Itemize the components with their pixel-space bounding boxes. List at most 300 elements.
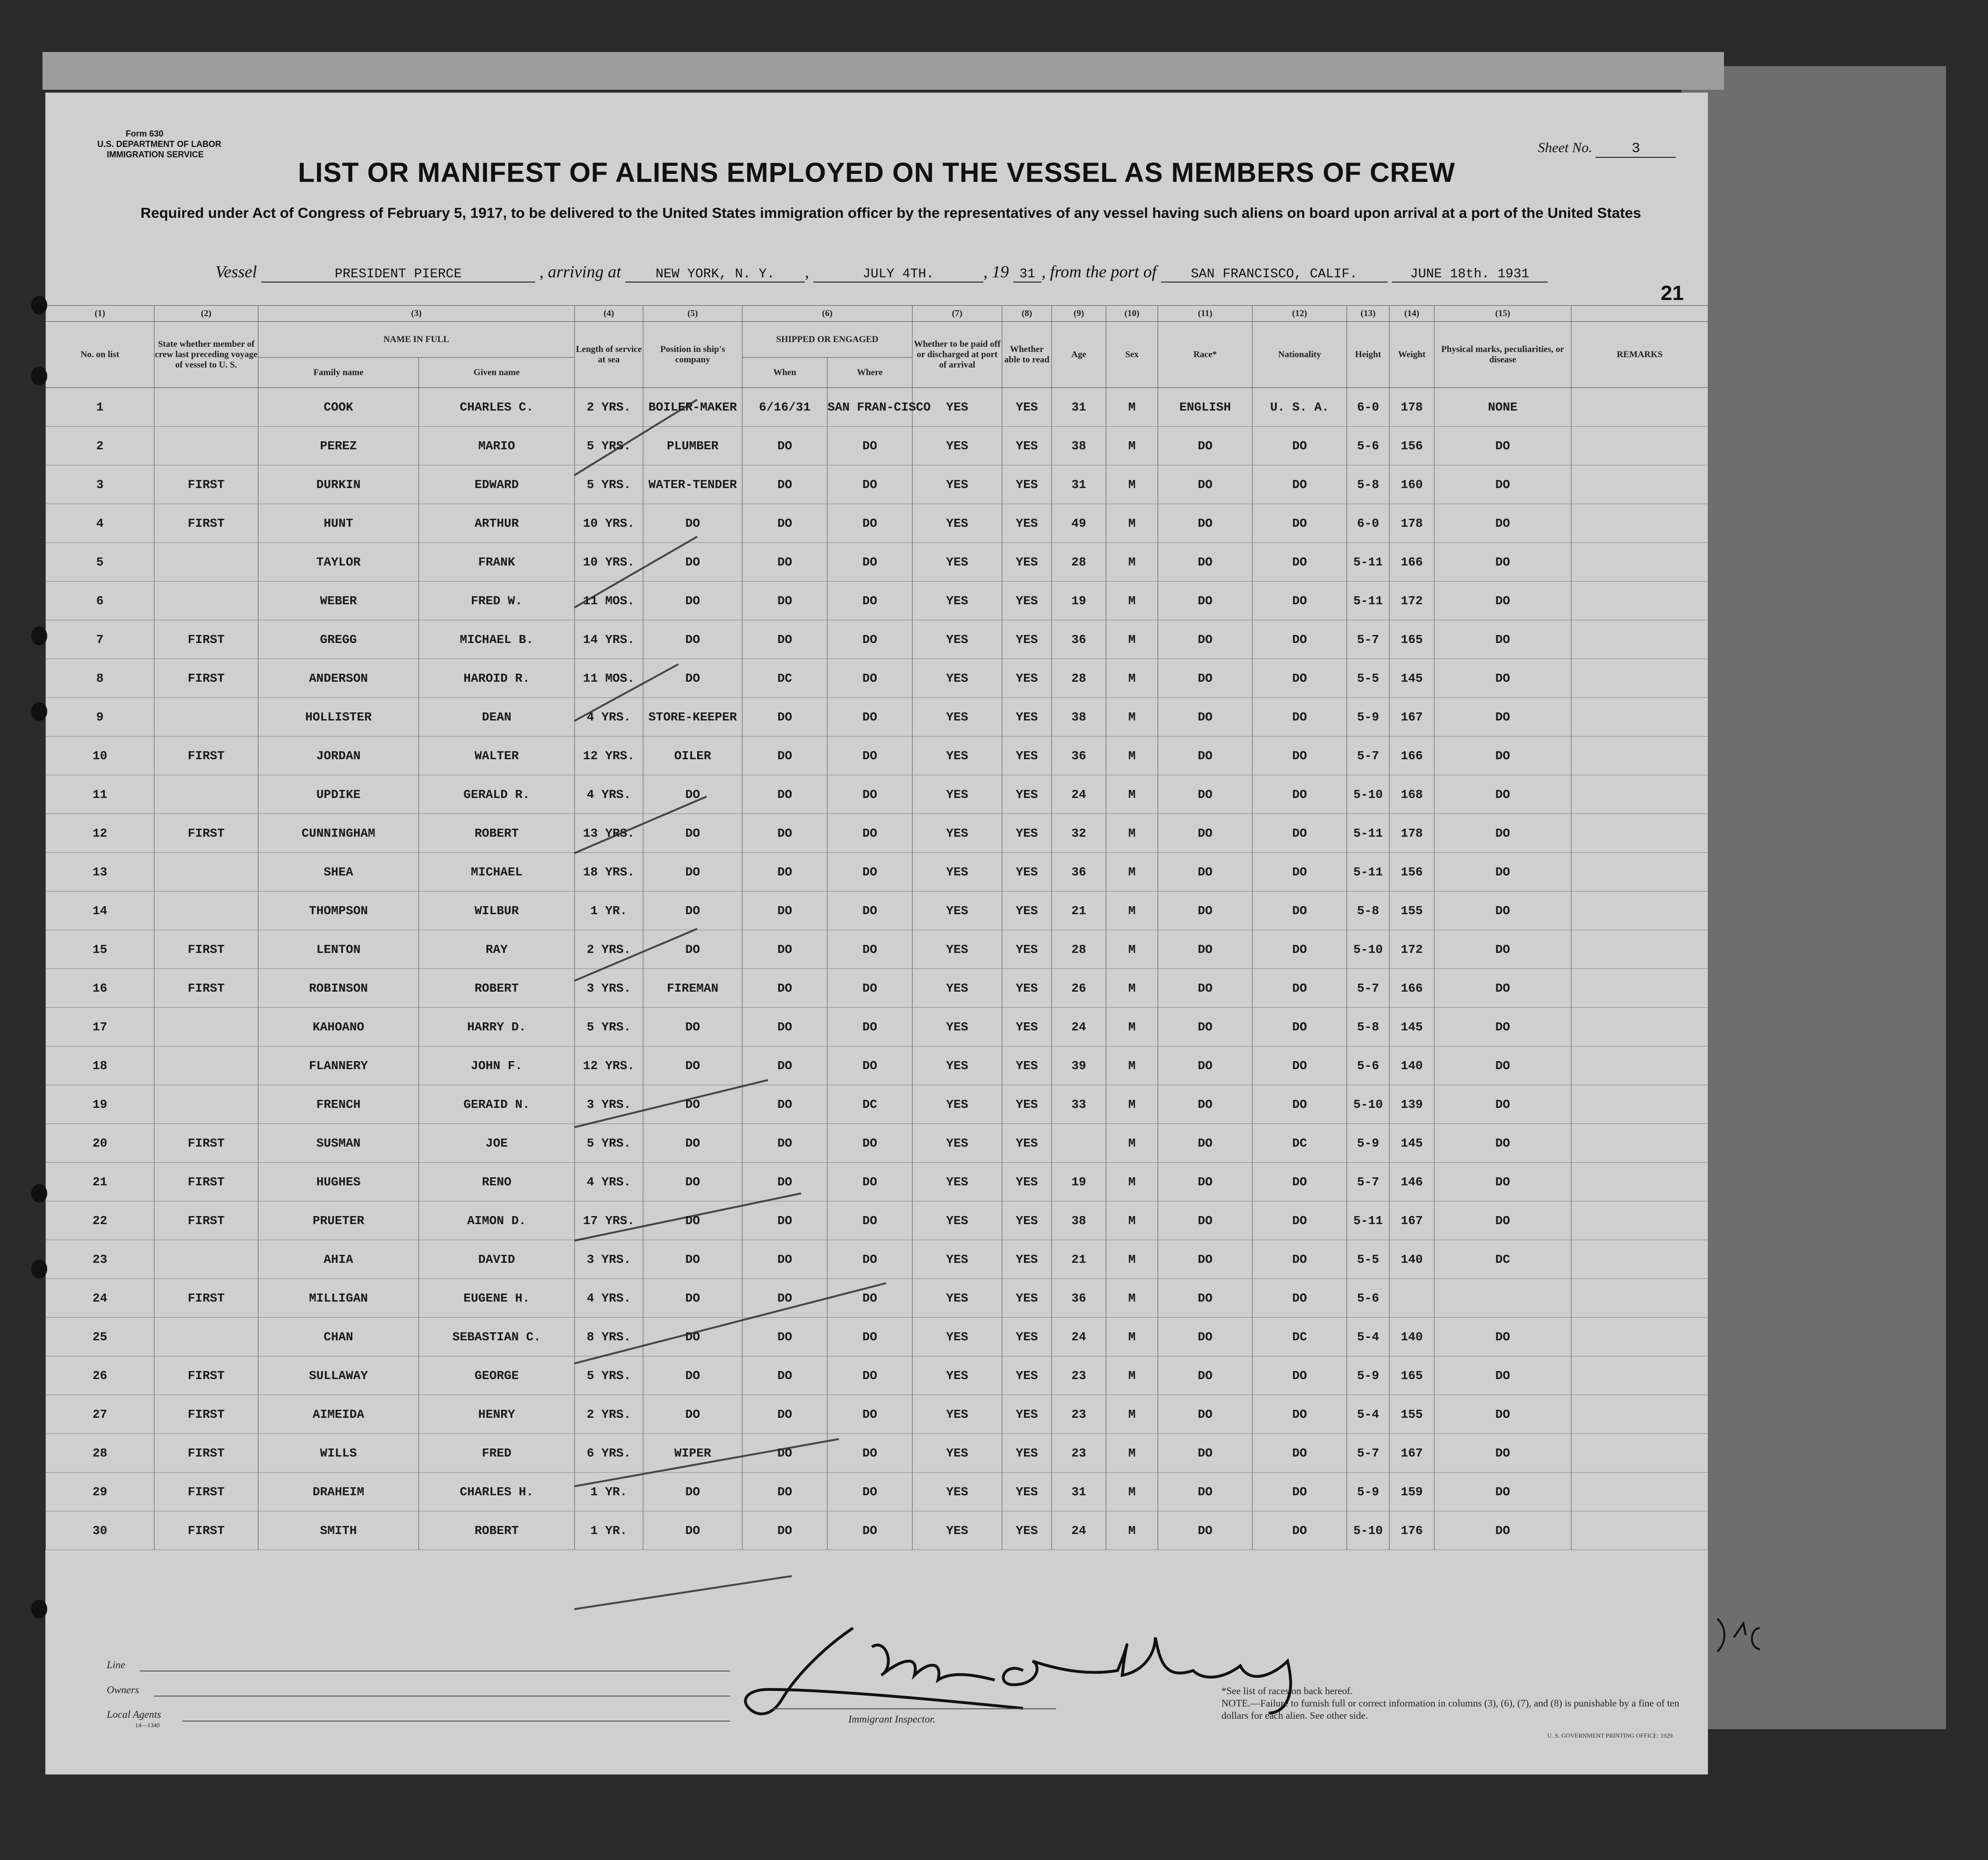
row-length: 5 YRS.: [575, 1008, 643, 1046]
row-age: 24: [1052, 1318, 1106, 1356]
row-marks: DO: [1434, 930, 1571, 969]
row-weight: 166: [1390, 543, 1434, 582]
row-sex: M: [1106, 1124, 1158, 1163]
row-able-to-read: YES: [1002, 814, 1052, 853]
table-row: [46, 1163, 1708, 1201]
row-nationality: DO: [1253, 1395, 1347, 1434]
row-paid-off: YES: [913, 1318, 1002, 1356]
row-given-name: ROBERT: [419, 1511, 575, 1550]
row-paid-off: YES: [913, 969, 1002, 1008]
row-paid-off: YES: [913, 853, 1002, 891]
row-race: DO: [1158, 1395, 1253, 1434]
row-when: DO: [742, 1279, 828, 1318]
row-race: DO: [1158, 1318, 1253, 1356]
table-row: [46, 814, 1708, 853]
row-marks: DO: [1434, 891, 1571, 930]
row-able-to-read: YES: [1002, 388, 1052, 427]
row-state: FIRST: [154, 737, 258, 775]
vessel-label: Vessel: [215, 262, 257, 281]
row-nationality: DO: [1253, 853, 1347, 891]
row-length: 1 YR.: [575, 891, 643, 930]
row-age: 38: [1052, 1201, 1106, 1240]
row-remarks: [1571, 1473, 1708, 1511]
row-paid-off: YES: [913, 775, 1002, 814]
row-height: 5-8: [1347, 465, 1390, 504]
row-position: DO: [643, 1163, 742, 1201]
row-able-to-read: YES: [1002, 1085, 1052, 1124]
row-height: 5-6: [1347, 1046, 1390, 1085]
row-height: 5-10: [1347, 1085, 1390, 1124]
row-number: 5: [46, 543, 154, 582]
row-weight: 145: [1390, 1008, 1434, 1046]
row-where: DO: [828, 1434, 913, 1473]
header-able-to-read: Whether able to read: [1002, 322, 1052, 388]
row-remarks: [1571, 465, 1708, 504]
row-weight: 167: [1390, 1201, 1434, 1240]
row-length: 13 YRS.: [575, 814, 643, 853]
row-state: FIRST: [154, 1279, 258, 1318]
row-height: 5-10: [1347, 930, 1390, 969]
row-length: 12 YRS.: [575, 737, 643, 775]
row-where: DO: [828, 1240, 913, 1279]
row-remarks: [1571, 737, 1708, 775]
row-age: 38: [1052, 698, 1106, 737]
footer-agents-code: 14—1340: [135, 1722, 160, 1729]
row-state: [154, 1318, 258, 1356]
row-length: 12 YRS.: [575, 1046, 643, 1085]
row-weight: 159: [1390, 1473, 1434, 1511]
row-given-name: SEBASTIAN C.: [419, 1318, 575, 1356]
row-marks: DO: [1434, 582, 1571, 620]
row-when: DO: [742, 814, 828, 853]
row-age: 31: [1052, 388, 1106, 427]
row-where: DO: [828, 543, 913, 582]
form-number: Form 630: [126, 129, 164, 138]
row-family-name: DURKIN: [258, 465, 419, 504]
row-able-to-read: YES: [1002, 543, 1052, 582]
row-number: 4: [46, 504, 154, 543]
row-remarks: [1571, 1046, 1708, 1085]
row-number: 19: [46, 1085, 154, 1124]
table-row: [46, 1395, 1708, 1434]
row-nationality: DO: [1253, 582, 1347, 620]
row-age: 39: [1052, 1046, 1106, 1085]
row-sex: M: [1106, 1511, 1158, 1550]
footer-line-label: Line: [107, 1659, 126, 1671]
col-num-remarks: [1571, 306, 1708, 322]
row-paid-off: YES: [913, 1240, 1002, 1279]
row-state: FIRST: [154, 1434, 258, 1473]
row-race: DO: [1158, 1240, 1253, 1279]
col-num-2: (2): [154, 306, 258, 322]
header-age: Age: [1052, 322, 1106, 388]
row-sex: M: [1106, 465, 1158, 504]
row-remarks: [1571, 1434, 1708, 1473]
arrival-date: JULY 4TH.: [813, 267, 983, 283]
row-when: DO: [742, 1240, 828, 1279]
row-able-to-read: YES: [1002, 1279, 1052, 1318]
row-number: 28: [46, 1434, 154, 1473]
row-able-to-read: YES: [1002, 1008, 1052, 1046]
row-race: DO: [1158, 737, 1253, 775]
row-paid-off: YES: [913, 1201, 1002, 1240]
row-nationality: DO: [1253, 1201, 1347, 1240]
row-marks: DO: [1434, 1008, 1571, 1046]
row-state: FIRST: [154, 814, 258, 853]
row-state: FIRST: [154, 659, 258, 698]
row-race: DO: [1158, 1008, 1253, 1046]
row-nationality: DO: [1253, 427, 1347, 465]
row-paid-off: YES: [913, 814, 1002, 853]
row-remarks: [1571, 853, 1708, 891]
row-when: DO: [742, 737, 828, 775]
row-family-name: ROBINSON: [258, 969, 419, 1008]
row-paid-off: YES: [913, 1434, 1002, 1473]
row-remarks: [1571, 1163, 1708, 1201]
row-race: DO: [1158, 969, 1253, 1008]
row-given-name: WILBUR: [419, 891, 575, 930]
row-when: DO: [742, 1434, 828, 1473]
row-length: 1 YR.: [575, 1473, 643, 1511]
row-age: 19: [1052, 1163, 1106, 1201]
row-where: DO: [828, 969, 913, 1008]
row-race: ENGLISH: [1158, 388, 1253, 427]
from-label: , from the port of: [1041, 262, 1157, 281]
table-row: [46, 504, 1708, 543]
row-remarks: [1571, 1201, 1708, 1240]
row-state: [154, 1046, 258, 1085]
row-paid-off: YES: [913, 504, 1002, 543]
table-row: [46, 891, 1708, 930]
row-where: DO: [828, 1124, 913, 1163]
table-row: [46, 465, 1708, 504]
row-state: [154, 543, 258, 582]
row-remarks: [1571, 814, 1708, 853]
row-number: 24: [46, 1279, 154, 1318]
row-length: 18 YRS.: [575, 853, 643, 891]
row-sex: M: [1106, 388, 1158, 427]
row-able-to-read: YES: [1002, 582, 1052, 620]
table-row: [46, 543, 1708, 582]
row-height: 5-7: [1347, 620, 1390, 659]
row-marks: DO: [1434, 853, 1571, 891]
row-race: DO: [1158, 1085, 1253, 1124]
row-age: 26: [1052, 969, 1106, 1008]
row-family-name: ANDERSON: [258, 659, 419, 698]
row-age: 24: [1052, 1511, 1106, 1550]
row-race: DO: [1158, 1163, 1253, 1201]
row-given-name: HARRY D.: [419, 1008, 575, 1046]
table-row: [46, 1201, 1708, 1240]
row-remarks: [1571, 1356, 1708, 1395]
header-weight: Weight: [1390, 322, 1434, 388]
row-position: DO: [643, 620, 742, 659]
row-number: 8: [46, 659, 154, 698]
row-weight: 156: [1390, 427, 1434, 465]
row-age: 28: [1052, 930, 1106, 969]
row-age: 28: [1052, 543, 1106, 582]
row-when: DO: [742, 969, 828, 1008]
row-family-name: FLANNERY: [258, 1046, 419, 1085]
col-num-11: (11): [1158, 306, 1253, 322]
row-height: 5-10: [1347, 1511, 1390, 1550]
row-able-to-read: YES: [1002, 930, 1052, 969]
row-able-to-read: YES: [1002, 1434, 1052, 1473]
row-nationality: DO: [1253, 737, 1347, 775]
row-number: 7: [46, 620, 154, 659]
row-state: [154, 427, 258, 465]
row-nationality: DO: [1253, 1434, 1347, 1473]
row-age: 31: [1052, 465, 1106, 504]
row-able-to-read: YES: [1002, 698, 1052, 737]
footer-agents-label: Local Agents: [107, 1708, 162, 1720]
row-state: FIRST: [154, 1124, 258, 1163]
row-family-name: TAYLOR: [258, 543, 419, 582]
row-position: DO: [643, 1279, 742, 1318]
printer-imprint: U. S. GOVERNMENT PRINTING OFFICE: 1929: [1547, 1732, 1673, 1739]
row-length: 4 YRS.: [575, 775, 643, 814]
header-no-on-list: No. on list: [46, 322, 154, 388]
col-num-1: (1): [46, 306, 154, 322]
row-race: DO: [1158, 814, 1253, 853]
row-marks: DO: [1434, 1511, 1571, 1550]
binder-hole: [31, 367, 47, 386]
header-height: Height: [1347, 322, 1390, 388]
binder-hole: [31, 1600, 47, 1619]
row-position: FIREMAN: [643, 969, 742, 1008]
row-position: DO: [643, 1085, 742, 1124]
row-paid-off: YES: [913, 1046, 1002, 1085]
row-weight: 140: [1390, 1046, 1434, 1085]
row-weight: 145: [1390, 1124, 1434, 1163]
row-race: DO: [1158, 891, 1253, 930]
row-position: DO: [643, 1395, 742, 1434]
row-nationality: DO: [1253, 1163, 1347, 1201]
row-number: 25: [46, 1318, 154, 1356]
row-position: DO: [643, 1356, 742, 1395]
row-weight: 176: [1390, 1511, 1434, 1550]
row-weight: 172: [1390, 582, 1434, 620]
row-nationality: DO: [1253, 930, 1347, 969]
row-race: DO: [1158, 1279, 1253, 1318]
row-position: PLUMBER: [643, 427, 742, 465]
row-number: 15: [46, 930, 154, 969]
col-num-4: (4): [575, 306, 643, 322]
row-given-name: FRED W.: [419, 582, 575, 620]
row-remarks: [1571, 1318, 1708, 1356]
row-marks: DO: [1434, 1163, 1571, 1201]
row-family-name: UPDIKE: [258, 775, 419, 814]
row-length: 5 YRS.: [575, 427, 643, 465]
row-height: 5-7: [1347, 737, 1390, 775]
row-sex: M: [1106, 1395, 1158, 1434]
row-where: DO: [828, 775, 913, 814]
table-row: [46, 969, 1708, 1008]
arrival-port: NEW YORK, N. Y.: [625, 267, 805, 283]
row-marks: DO: [1434, 465, 1571, 504]
col-num-5: (5): [643, 306, 742, 322]
stamp-number: 21: [1661, 282, 1684, 305]
row-where: DO: [828, 582, 913, 620]
row-sex: M: [1106, 891, 1158, 930]
row-number: 2: [46, 427, 154, 465]
row-sex: M: [1106, 427, 1158, 465]
row-family-name: COOK: [258, 388, 419, 427]
row-length: 4 YRS.: [575, 1279, 643, 1318]
row-state: FIRST: [154, 969, 258, 1008]
row-marks: DO: [1434, 543, 1571, 582]
row-number: 23: [46, 1240, 154, 1279]
row-position: WATER-TENDER: [643, 465, 742, 504]
header-given-name: Given name: [419, 358, 575, 388]
row-marks: [1434, 1279, 1571, 1318]
row-race: DO: [1158, 504, 1253, 543]
row-able-to-read: YES: [1002, 969, 1052, 1008]
row-position: WIPER: [643, 1434, 742, 1473]
row-family-name: JORDAN: [258, 737, 419, 775]
row-sex: M: [1106, 853, 1158, 891]
table-row: [46, 1124, 1708, 1163]
row-given-name: RAY: [419, 930, 575, 969]
row-position: DO: [643, 1473, 742, 1511]
row-able-to-read: YES: [1002, 1240, 1052, 1279]
row-able-to-read: YES: [1002, 853, 1052, 891]
row-given-name: WALTER: [419, 737, 575, 775]
row-when: DO: [742, 1163, 828, 1201]
crew-manifest-table: [45, 305, 1708, 1550]
row-state: [154, 1240, 258, 1279]
row-remarks: [1571, 1511, 1708, 1550]
row-able-to-read: YES: [1002, 504, 1052, 543]
row-race: DO: [1158, 930, 1253, 969]
row-race: DO: [1158, 543, 1253, 582]
row-weight: 172: [1390, 930, 1434, 969]
row-state: [154, 891, 258, 930]
row-remarks: [1571, 504, 1708, 543]
row-when: DO: [742, 1356, 828, 1395]
sheet-number: [1538, 140, 1676, 158]
row-given-name: RENO: [419, 1163, 575, 1201]
table-row: [46, 775, 1708, 814]
row-height: 5-10: [1347, 775, 1390, 814]
row-family-name: PRUETER: [258, 1201, 419, 1240]
row-weight: 156: [1390, 853, 1434, 891]
row-state: [154, 853, 258, 891]
row-when: DO: [742, 1008, 828, 1046]
row-family-name: SUSMAN: [258, 1124, 419, 1163]
row-length: 11 MOS.: [575, 582, 643, 620]
row-height: 5-9: [1347, 1473, 1390, 1511]
row-family-name: HUGHES: [258, 1163, 419, 1201]
row-family-name: SMITH: [258, 1511, 419, 1550]
row-nationality: DO: [1253, 969, 1347, 1008]
row-length: 4 YRS.: [575, 1163, 643, 1201]
row-remarks: [1571, 1395, 1708, 1434]
col-num-3: (3): [258, 306, 575, 322]
row-family-name: CUNNINGHAM: [258, 814, 419, 853]
table-row: [46, 582, 1708, 620]
col-num-7: (7): [913, 306, 1002, 322]
penalty-note: NOTE.—Failure to furnish full or correct information in columns (3), (6), (7), and (8) is punishable by a fine of ten dollars for each alien. See other side.: [1221, 1697, 1680, 1721]
row-able-to-read: YES: [1002, 1046, 1052, 1085]
row-position: DO: [643, 814, 742, 853]
row-where: DO: [828, 698, 913, 737]
table-row: [46, 1008, 1708, 1046]
row-marks: DO: [1434, 698, 1571, 737]
row-where: DO: [828, 465, 913, 504]
row-number: 30: [46, 1511, 154, 1550]
row-height: 5-7: [1347, 1163, 1390, 1201]
row-height: 5-6: [1347, 427, 1390, 465]
row-sex: M: [1106, 1356, 1158, 1395]
row-nationality: DO: [1253, 620, 1347, 659]
row-family-name: HOLLISTER: [258, 698, 419, 737]
row-where: DO: [828, 814, 913, 853]
row-remarks: [1571, 1085, 1708, 1124]
row-where: DO: [828, 891, 913, 930]
footer-note: [1221, 1685, 1694, 1722]
row-nationality: DO: [1253, 659, 1347, 698]
row-where: DC: [828, 1085, 913, 1124]
binder-hole: [31, 1260, 47, 1278]
row-number: 20: [46, 1124, 154, 1163]
row-paid-off: YES: [913, 1395, 1002, 1434]
row-when: DO: [742, 427, 828, 465]
row-where: DO: [828, 427, 913, 465]
row-remarks: [1571, 388, 1708, 427]
row-remarks: [1571, 698, 1708, 737]
year-prefix: , 19: [983, 262, 1009, 281]
row-sex: M: [1106, 543, 1158, 582]
row-given-name: MICHAEL: [419, 853, 575, 891]
row-nationality: DO: [1253, 698, 1347, 737]
row-weight: 178: [1390, 504, 1434, 543]
row-length: 17 YRS.: [575, 1201, 643, 1240]
table-row: [46, 1046, 1708, 1085]
form-department: U.S. DEPARTMENT OF LABOR: [97, 139, 222, 149]
row-able-to-read: YES: [1002, 1395, 1052, 1434]
row-sex: M: [1106, 1240, 1158, 1279]
header-shipped: SHIPPED OR ENGAGED: [742, 322, 913, 358]
row-remarks: [1571, 427, 1708, 465]
table-row: [46, 1511, 1708, 1550]
row-remarks: [1571, 930, 1708, 969]
row-given-name: DAVID: [419, 1240, 575, 1279]
row-number: 12: [46, 814, 154, 853]
row-weight: 146: [1390, 1163, 1434, 1201]
row-race: DO: [1158, 1511, 1253, 1550]
header-race: Race*: [1158, 322, 1253, 388]
row-paid-off: YES: [913, 1163, 1002, 1201]
row-age: 36: [1052, 853, 1106, 891]
row-sex: M: [1106, 1318, 1158, 1356]
row-race: DO: [1158, 1201, 1253, 1240]
col-num-14: (14): [1390, 306, 1434, 322]
row-paid-off: YES: [913, 543, 1002, 582]
row-sex: M: [1106, 1046, 1158, 1085]
row-marks: DO: [1434, 620, 1571, 659]
row-remarks: [1571, 543, 1708, 582]
row-given-name: JOE: [419, 1124, 575, 1163]
row-height: 6-0: [1347, 504, 1390, 543]
row-when: DO: [742, 543, 828, 582]
row-length: 1 YR.: [575, 1511, 643, 1550]
row-height: 5-4: [1347, 1395, 1390, 1434]
row-height: 5-11: [1347, 543, 1390, 582]
row-where: DO: [828, 737, 913, 775]
row-paid-off: YES: [913, 427, 1002, 465]
row-age: 49: [1052, 504, 1106, 543]
